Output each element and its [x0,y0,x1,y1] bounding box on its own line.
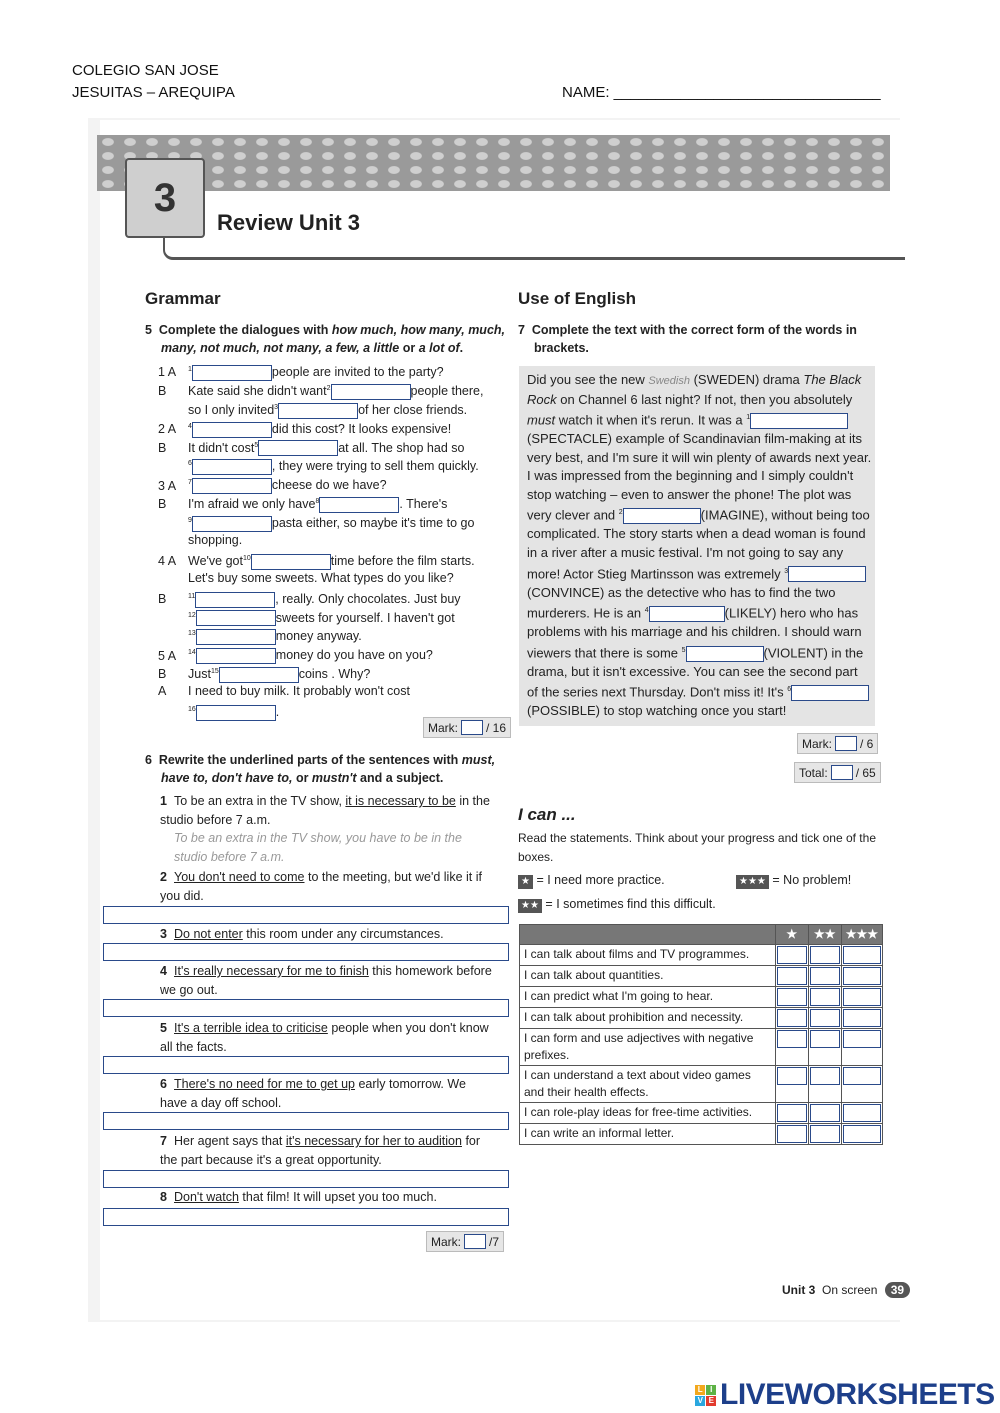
ex5-line: B $^{11}$ , really. Only chocolates. Just buy [158,591,461,606]
ex6-item: 5 It's a terrible idea to criticise people when you don't know all the facts. [160,1021,489,1054]
ex6-answer-5[interactable] [103,1056,509,1074]
ex5-line: $^9$ pasta either, so maybe it's time to go [188,516,475,531]
school-subtitle: JESUITAS – AREQUIPA [72,84,235,101]
ex5-line: B It didn't cost$^5$ at all. The shop had so [158,440,465,455]
ican-statement: I can predict what I'm going to hear. [520,987,776,1008]
ex5-line: 2 A $^4$ did this cost? It looks expensive! [158,421,452,436]
ex5-line: $^{13}$ money anyway. [188,629,362,644]
ican-statement: I can form and use adjectives with negative prefixes. [520,1029,776,1066]
ex7-answer-4[interactable] [649,606,725,622]
ex6-mark: Mark: /7 [426,1231,504,1252]
ican-row [520,1008,883,1029]
grammar-heading: Grammar [145,289,221,308]
ex5-mark-input[interactable] [461,720,483,735]
ican-tick-box[interactable] [810,1104,840,1122]
ex6-model-answer: To be an extra in the TV show, you have to be in the studio before 7 a.m. [174,831,462,864]
ican-heading: I can ... [518,805,576,824]
ex7-answer-5[interactable] [686,646,764,662]
ex5-answer-12[interactable] [196,610,276,626]
ex5-answer-6[interactable] [192,459,272,475]
three-stars-icon: ★★★ [736,875,769,889]
ican-header-one-star: ★ [775,925,808,945]
ex5-answer-14[interactable] [196,648,276,664]
ex7-mark-input[interactable] [835,736,857,751]
ex7-text: Did you see the new Swedish (SWEDEN) drama The Black Rock on Channel 6 last night? If not, then you absolutely must watch it when it's rerun. It was a $^1$ (SPECTACLE) example of Scandinavian film-making at its very best, and I'm sure it will win plenty of awards next year. I was impressed from the beginning and I simply couldn't stop watching – even to answer the phone! The plot was very clever and $^2$ (IMAGINE), without being too complicated. The story starts when a dead woman is found in a river after a music festival. I'm not going to say any more! Actor Stieg Martinsson was extremely $^3$(CONVINCE) as the detective who has to find the two murderers. He is an $^4$ (LIKELY) hero who has problems with his marriage and his children. I should warn viewers that there is some $^5$ (VIOLENT) in the drama, but it isn't excessive. You can see the second part of the series next Thursday. Don't miss it! It's $^6$ (POSSIBLE) to stop watching once you start! [527,372,872,719]
grand-total-input[interactable] [831,765,853,780]
ex6-item: 4 It's really necessary for me to finish this homework before we go out. [160,964,492,997]
ican-header-two-stars: ★★ [808,925,841,945]
ican-row [520,1029,883,1066]
ican-tick-box[interactable] [810,1067,840,1085]
ex5-dialogues [158,361,503,720]
legend-two-stars: ★★ = I sometimes find this difficult. [518,897,716,913]
page-footer: Unit 3 On screen 39 [782,1282,910,1298]
ex5-mark: Mark: / 16 [423,717,511,738]
ican-tick-box[interactable] [777,1104,807,1122]
ex5-line: B Just$^{15}$ coins . Why? [158,667,371,682]
unit-title-underline [163,233,905,260]
ex6-answer-2[interactable] [103,906,509,924]
page-title: Review Unit 3 [217,210,361,235]
ex5-answer-3[interactable] [278,403,358,419]
ex6-item: 6 There's no need for me to get up early tomorrow. We have a day off school. [160,1077,466,1110]
ican-table [519,924,883,1145]
name-field-label: NAME: ________________________________ [562,84,881,101]
liveworksheets-logo-icon: L I V E [695,1385,716,1406]
ican-statement: I can talk about prohibition and necessity. [520,1008,776,1029]
ex5-line: so I only invited$^3$ of her close friends. [188,402,468,417]
ex6-instruction: 6 Rewrite the underlined parts of the sentences with must, have to, don't have to, or mustn't and a subject. [145,753,496,785]
ex6-item: 2 You don't need to come to the meeting, but we'd like it if you did. [160,870,482,903]
two-stars-icon: ★★ [518,899,542,913]
ican-statement: I can role-play ideas for free-time activities. [520,1103,776,1124]
ex5-line: B I'm afraid we only have$^8$ . There's [158,497,448,512]
ex5-answer-8[interactable] [319,497,399,513]
ex5-line: B Kate said she didn't want$^2$ people there, [158,384,484,399]
ex6-item: 7 Her agent says that it's necessary for her to audition for the part because it's a great opportunity. [160,1134,481,1167]
ex6-item: 1 To be an extra in the TV show, it is necessary to be in the studio before 7 a.m. To be an extra in the TV show, you have to be in the studio before 7 a.m. [160,792,495,866]
ex7-answer-6[interactable] [791,685,869,701]
ex5-line: Let's buy some sweets. What types do you like? [188,570,454,585]
ican-tick-box[interactable] [777,967,807,985]
ican-row [520,966,883,987]
ex7-mark: Mark: / 6 [797,733,878,754]
ex5-line: $^{16}$ . [188,705,280,720]
use-of-english-heading: Use of English [518,289,637,308]
ex6-mark-input[interactable] [464,1234,486,1249]
ex5-answer-13[interactable] [196,629,276,645]
star-icon: ★ [518,875,533,889]
legend-one-star: ★ = I need more practice. [518,873,665,889]
ican-tick-box[interactable] [843,988,881,1006]
ican-tick-box[interactable] [843,1104,881,1122]
ex5-answer-9[interactable] [192,516,272,532]
ex6-answer-3[interactable] [103,943,509,961]
liveworksheets-logo [695,1378,995,1412]
ican-tick-box[interactable] [810,988,840,1006]
ex7-answer-1[interactable] [750,413,848,429]
ex6-item: 8 Don't watch that film! It will upset you too much. [160,1190,437,1204]
ex5-answer-11[interactable] [195,592,275,608]
ex7-example-answer: Swedish [648,375,690,387]
ican-tick-box[interactable] [843,946,881,964]
ican-row [520,987,883,1008]
ex5-line: 1 A $^1$ people are invited to the party? [158,365,444,380]
ican-tick-box[interactable] [843,1125,881,1143]
ican-row [520,1124,883,1145]
ican-statement: I can write an informal letter. [520,1124,776,1145]
ex5-answer-2[interactable] [331,384,411,400]
ican-tick-box[interactable] [810,967,840,985]
ex5-answer-10[interactable] [251,554,331,570]
school-name: COLEGIO SAN JOSE [72,62,219,79]
unit-number-badge: 3 [125,158,205,238]
ican-tick-box[interactable] [810,1009,840,1027]
ican-tick-box[interactable] [777,946,807,964]
ican-tick-box[interactable] [777,1009,807,1027]
ican-instruction: Read the statements. Think about your progress and tick one of the boxes. [518,831,876,864]
ican-tick-box[interactable] [777,1125,807,1143]
ican-tick-box[interactable] [810,1125,840,1143]
ex5-answer-7[interactable] [192,478,272,494]
ex7-answer-2[interactable] [623,508,701,524]
ican-tick-box[interactable] [777,1067,807,1085]
ican-tick-box[interactable] [777,988,807,1006]
ex5-line: $^6$ , they were trying to sell them quickly. [188,459,479,474]
legend-three-stars: ★★★ = No problem! [736,873,851,889]
ex7-instruction: 7 Complete the text with the correct form of the words in brackets. [518,323,857,355]
page-number: 39 [885,1282,910,1298]
ex5-answer-4[interactable] [192,422,272,438]
grand-total: Total: / 65 [794,762,881,783]
ex5-line: $^{12}$ sweets for yourself. I haven't got [188,610,455,625]
banner-pattern [97,135,890,191]
ican-tick-box[interactable] [843,967,881,985]
ex5-line: shopping. [188,533,243,548]
ex5-line: 5 A $^{14}$ money do you have on you? [158,648,433,663]
ican-row [520,945,883,966]
ican-tick-box[interactable] [810,946,840,964]
ex5-answer-1[interactable] [192,365,272,381]
ex6-item: 3 Do not enter this room under any circumstances. [160,927,444,941]
ex5-answer-16[interactable] [196,705,276,721]
ican-tick-box[interactable] [843,1067,881,1085]
ican-row [520,1066,883,1103]
ex6-answer-6[interactable] [103,1112,509,1130]
ex5-answer-15[interactable] [219,667,299,683]
ex6-answer-7[interactable] [103,1170,509,1188]
ican-row [520,1103,883,1124]
ican-tick-box[interactable] [810,1030,840,1048]
ex7-answer-3[interactable] [788,566,866,582]
ex6-answer-8[interactable] [103,1208,509,1226]
liveworksheets-wordmark: LIVEWORKSHEETS [720,1378,995,1411]
ex5-answer-5[interactable] [258,440,338,456]
ex5-line: 4 A We've got$^{10}$ time before the film starts. [158,554,475,569]
ican-statement: I can understand a text about video games and their health effects. [520,1066,776,1103]
ican-table-header-statement [520,925,776,945]
ican-tick-box[interactable] [843,1030,881,1048]
ican-statement: I can talk about quantities. [520,966,776,987]
ican-tick-box[interactable] [777,1030,807,1048]
ex6-answer-4[interactable] [103,999,509,1017]
ican-header-three-stars: ★★★ [841,925,882,945]
ex5-line: 3 A $^7$ cheese do we have? [158,478,387,493]
ex5-instruction: 5 Complete the dialogues with how much, how many, much, many, not much, not many, a few, a little or a lot of. [145,323,506,355]
ex5-line: A I need to buy milk. It probably won't cost [158,684,410,699]
ican-tick-box[interactable] [843,1009,881,1027]
ican-statement: I can talk about films and TV programmes. [520,945,776,966]
